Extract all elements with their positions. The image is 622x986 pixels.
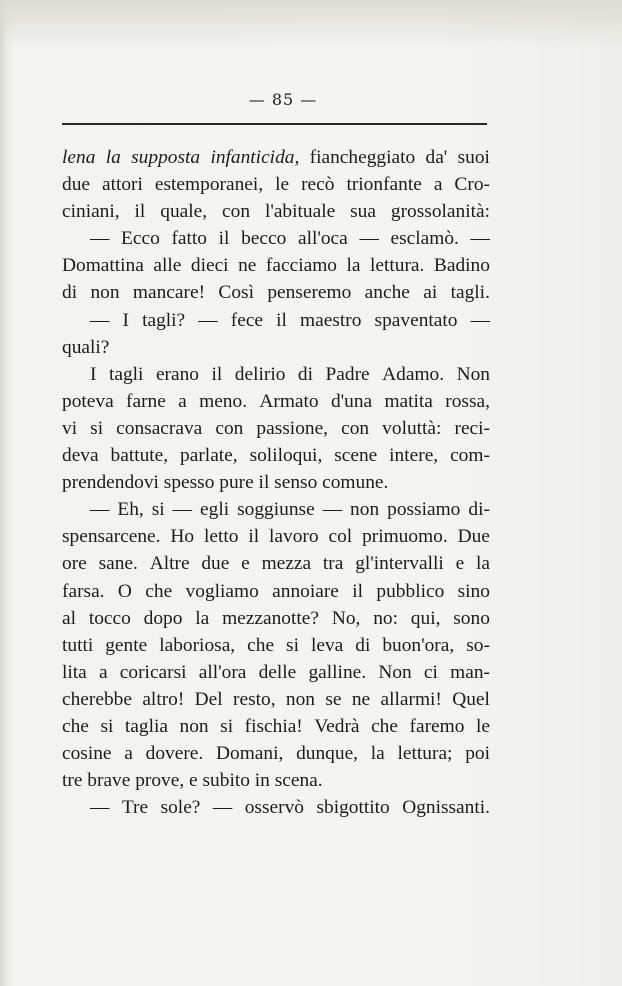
word: Ognissanti.	[402, 797, 490, 819]
text-line	[62, 550, 490, 577]
word: battute,	[110, 445, 169, 467]
word: si	[220, 715, 234, 737]
word: Non	[456, 363, 490, 385]
word: la	[346, 255, 361, 277]
word: rossa,	[445, 390, 490, 412]
word: suoi	[457, 147, 490, 168]
word: —	[90, 309, 110, 331]
word: la	[370, 743, 385, 765]
word: intere,	[389, 445, 439, 467]
word: esclamò.	[390, 228, 459, 250]
text-line	[62, 442, 490, 469]
word: Del	[194, 688, 223, 710]
word: Eh,	[117, 499, 144, 521]
text-line-content: prendendovi spesso pure il senso comune.	[62, 472, 389, 494]
italic-word: infanticida,	[210, 147, 300, 168]
word: Vedrà	[314, 715, 360, 737]
word: no:	[373, 607, 398, 629]
word: fatto	[171, 228, 208, 250]
word: No,	[331, 607, 361, 629]
text-line	[62, 334, 490, 361]
word: penseremo	[267, 282, 352, 304]
word: pubblico	[376, 580, 445, 602]
word: lita	[62, 661, 87, 683]
word: Altre	[149, 553, 190, 575]
word: ne	[351, 688, 371, 710]
word: l'abituale	[264, 201, 336, 223]
word: con	[215, 417, 244, 439]
word: che	[145, 580, 173, 602]
word: e	[241, 553, 250, 575]
word: leva	[310, 634, 344, 656]
word: non	[90, 282, 120, 304]
word: trionfante	[346, 174, 422, 196]
word: qui,	[410, 607, 441, 629]
word: O	[117, 580, 132, 602]
word: mezzanotte?	[222, 607, 319, 629]
word: anche	[364, 282, 410, 304]
word: da'	[425, 147, 448, 168]
word: tagli	[108, 363, 144, 385]
text-line	[62, 225, 490, 252]
word: a	[178, 390, 187, 412]
word: ne	[238, 255, 257, 277]
word: deva	[62, 445, 99, 467]
word: Domattina	[62, 255, 144, 277]
word: quale,	[160, 201, 208, 223]
word: Padre	[325, 363, 370, 385]
text-line	[62, 307, 490, 334]
page-top-shadow	[0, 0, 622, 48]
word: —	[198, 309, 218, 331]
word: coricarsi	[119, 661, 187, 683]
word: dieci	[190, 255, 229, 277]
word: recò	[301, 174, 335, 196]
word: cherebbe	[62, 688, 132, 710]
text-line	[62, 740, 490, 767]
text-line	[62, 632, 490, 659]
word: a	[98, 661, 108, 683]
word: sole?	[160, 797, 201, 819]
word: col	[328, 526, 353, 548]
text-line	[62, 469, 490, 496]
word: tutti	[62, 634, 94, 656]
word: a	[124, 743, 133, 765]
word: egli	[200, 499, 230, 521]
word: si	[151, 499, 165, 521]
word: ore	[62, 553, 87, 575]
word: attori	[101, 174, 143, 196]
word: man-	[450, 661, 490, 683]
text-line	[62, 388, 490, 415]
word: buon'ora,	[382, 634, 455, 656]
word: spaventato	[374, 309, 458, 331]
word: dovere.	[145, 743, 204, 765]
word: altro!	[142, 688, 185, 710]
word: si	[100, 715, 114, 737]
word: gente	[105, 634, 148, 656]
word: con	[341, 417, 370, 439]
word: Badino	[433, 255, 490, 277]
text-line	[62, 659, 490, 686]
word: sino	[457, 580, 490, 602]
word: farne	[126, 390, 166, 412]
word: grossolanità:	[390, 201, 490, 223]
word: scene	[334, 445, 378, 467]
word: consacrava	[116, 417, 203, 439]
word: —	[470, 309, 490, 331]
word: gl'intervalli	[355, 553, 444, 575]
word: sono	[453, 607, 490, 629]
word: il	[211, 363, 223, 385]
word: d'una	[330, 390, 373, 412]
word: il	[248, 526, 260, 548]
text-line	[62, 198, 490, 225]
word: se	[325, 688, 342, 710]
text-line	[62, 496, 490, 523]
word: lettura.	[370, 255, 425, 277]
word: resto,	[233, 688, 276, 710]
italic-word: la	[105, 147, 121, 168]
word: ci	[423, 661, 438, 683]
text-line	[62, 578, 490, 605]
word: sua	[350, 201, 376, 223]
word: —	[470, 228, 490, 250]
text-line	[62, 794, 490, 821]
word: che	[371, 715, 398, 737]
word: si	[90, 417, 104, 439]
word: il	[218, 228, 230, 250]
word: Cro-	[454, 174, 490, 196]
word: meno.	[199, 390, 248, 412]
word: —	[90, 797, 110, 819]
word: sbigottito	[316, 797, 390, 819]
word: dunque,	[296, 743, 359, 765]
header-rule	[62, 123, 487, 125]
word: —	[90, 228, 110, 250]
word: matita	[384, 390, 433, 412]
word: ai	[423, 282, 438, 304]
word: mezza	[261, 553, 312, 575]
word: vi	[62, 417, 78, 439]
word: soliloqui,	[249, 445, 323, 467]
word: delle	[258, 661, 297, 683]
body-text	[62, 144, 490, 821]
text-line	[62, 523, 490, 550]
word: tagli?	[142, 309, 186, 331]
word: Domani,	[216, 743, 284, 765]
text-line	[62, 686, 490, 713]
word: taglia	[124, 715, 168, 737]
word: le	[275, 174, 290, 196]
word: la	[195, 607, 210, 629]
word: I	[90, 363, 97, 385]
word: dopo	[143, 607, 183, 629]
word: soggiunse	[237, 499, 315, 521]
text-line-content: tre brave prove, e subito in scena.	[62, 770, 323, 792]
word: Ho	[170, 526, 195, 548]
italic-word: supposta	[131, 147, 201, 168]
word: all'oca	[297, 228, 348, 250]
word: lettura;	[397, 743, 453, 765]
word: mancare!	[132, 282, 206, 304]
word: letto	[204, 526, 239, 548]
word: Non	[378, 661, 412, 683]
text-line	[62, 144, 490, 171]
word: Quel	[452, 688, 490, 710]
word: cosine	[62, 743, 112, 765]
word: farsa.	[62, 580, 105, 602]
word: di	[62, 282, 78, 304]
word: il	[134, 201, 146, 223]
word: sane.	[98, 553, 138, 575]
word: becco	[241, 228, 287, 250]
word: spensarcene.	[62, 526, 161, 548]
text-line	[62, 279, 490, 306]
text-line	[62, 171, 490, 198]
word: passione,	[256, 417, 329, 439]
text-line	[62, 605, 490, 632]
word: lavoro	[269, 526, 319, 548]
word: allarmi!	[380, 688, 442, 710]
text-line	[62, 252, 490, 279]
word: non	[285, 688, 315, 710]
word: le	[475, 715, 490, 737]
word: il	[352, 580, 364, 602]
word: osservò	[244, 797, 304, 819]
word: —	[212, 797, 233, 819]
word: com-	[450, 445, 490, 467]
word: voluttà:	[382, 417, 442, 439]
word: Così	[218, 282, 254, 304]
word: tagli.	[450, 282, 490, 304]
word: Ecco	[121, 228, 160, 250]
text-line	[62, 415, 490, 442]
word: facciamo	[265, 255, 337, 277]
word: possiamo	[387, 499, 461, 521]
word: annoiare	[272, 580, 339, 602]
word: —	[322, 499, 343, 521]
word: ciniani,	[62, 201, 120, 223]
word: reci-	[454, 417, 490, 439]
word: a	[433, 174, 443, 196]
text-line	[62, 713, 490, 740]
word: il	[276, 309, 287, 331]
word: Due	[457, 526, 490, 548]
word: poi	[465, 743, 490, 765]
word: che	[247, 634, 275, 656]
word: Adamo.	[382, 363, 445, 385]
word: maestro	[300, 309, 362, 331]
word: fece	[230, 309, 264, 331]
word: di-	[468, 499, 490, 521]
word: tocco	[88, 607, 131, 629]
word: so-	[466, 634, 490, 656]
word: laboriosa,	[159, 634, 236, 656]
word: estemporanei,	[154, 174, 264, 196]
word: delirio	[234, 363, 286, 385]
word: Tre	[121, 797, 149, 819]
word: galline.	[308, 661, 367, 683]
word: di	[297, 363, 313, 385]
word: la	[476, 553, 490, 575]
text-line	[62, 767, 490, 794]
word: I	[122, 309, 129, 331]
word: parlate,	[180, 445, 238, 467]
word: al	[62, 607, 76, 629]
word: faremo	[409, 715, 465, 737]
word: Armato	[259, 390, 319, 412]
word: due	[201, 553, 230, 575]
page-number: — 85 —	[248, 90, 318, 109]
word: all'ora	[198, 661, 247, 683]
word: vogliamo	[185, 580, 259, 602]
word: con	[222, 201, 251, 223]
word: poteva	[62, 390, 114, 412]
word: fiancheggiato	[309, 147, 416, 168]
text-line	[62, 361, 490, 388]
word: si	[286, 634, 299, 656]
word: —	[172, 499, 193, 521]
word: —	[90, 499, 110, 521]
text-line-content: quali?	[62, 336, 110, 358]
word: —	[359, 228, 379, 250]
word: non	[350, 499, 380, 521]
word: che	[62, 715, 89, 737]
word: fischia!	[244, 715, 303, 737]
word: alle	[153, 255, 182, 277]
word: di	[355, 634, 371, 656]
italic-word: lena	[62, 147, 96, 168]
word: non	[179, 715, 209, 737]
word: tra	[322, 553, 344, 575]
word: e	[455, 553, 465, 575]
word: primuomo.	[362, 526, 448, 548]
word: erano	[155, 363, 199, 385]
word: due	[62, 174, 90, 196]
